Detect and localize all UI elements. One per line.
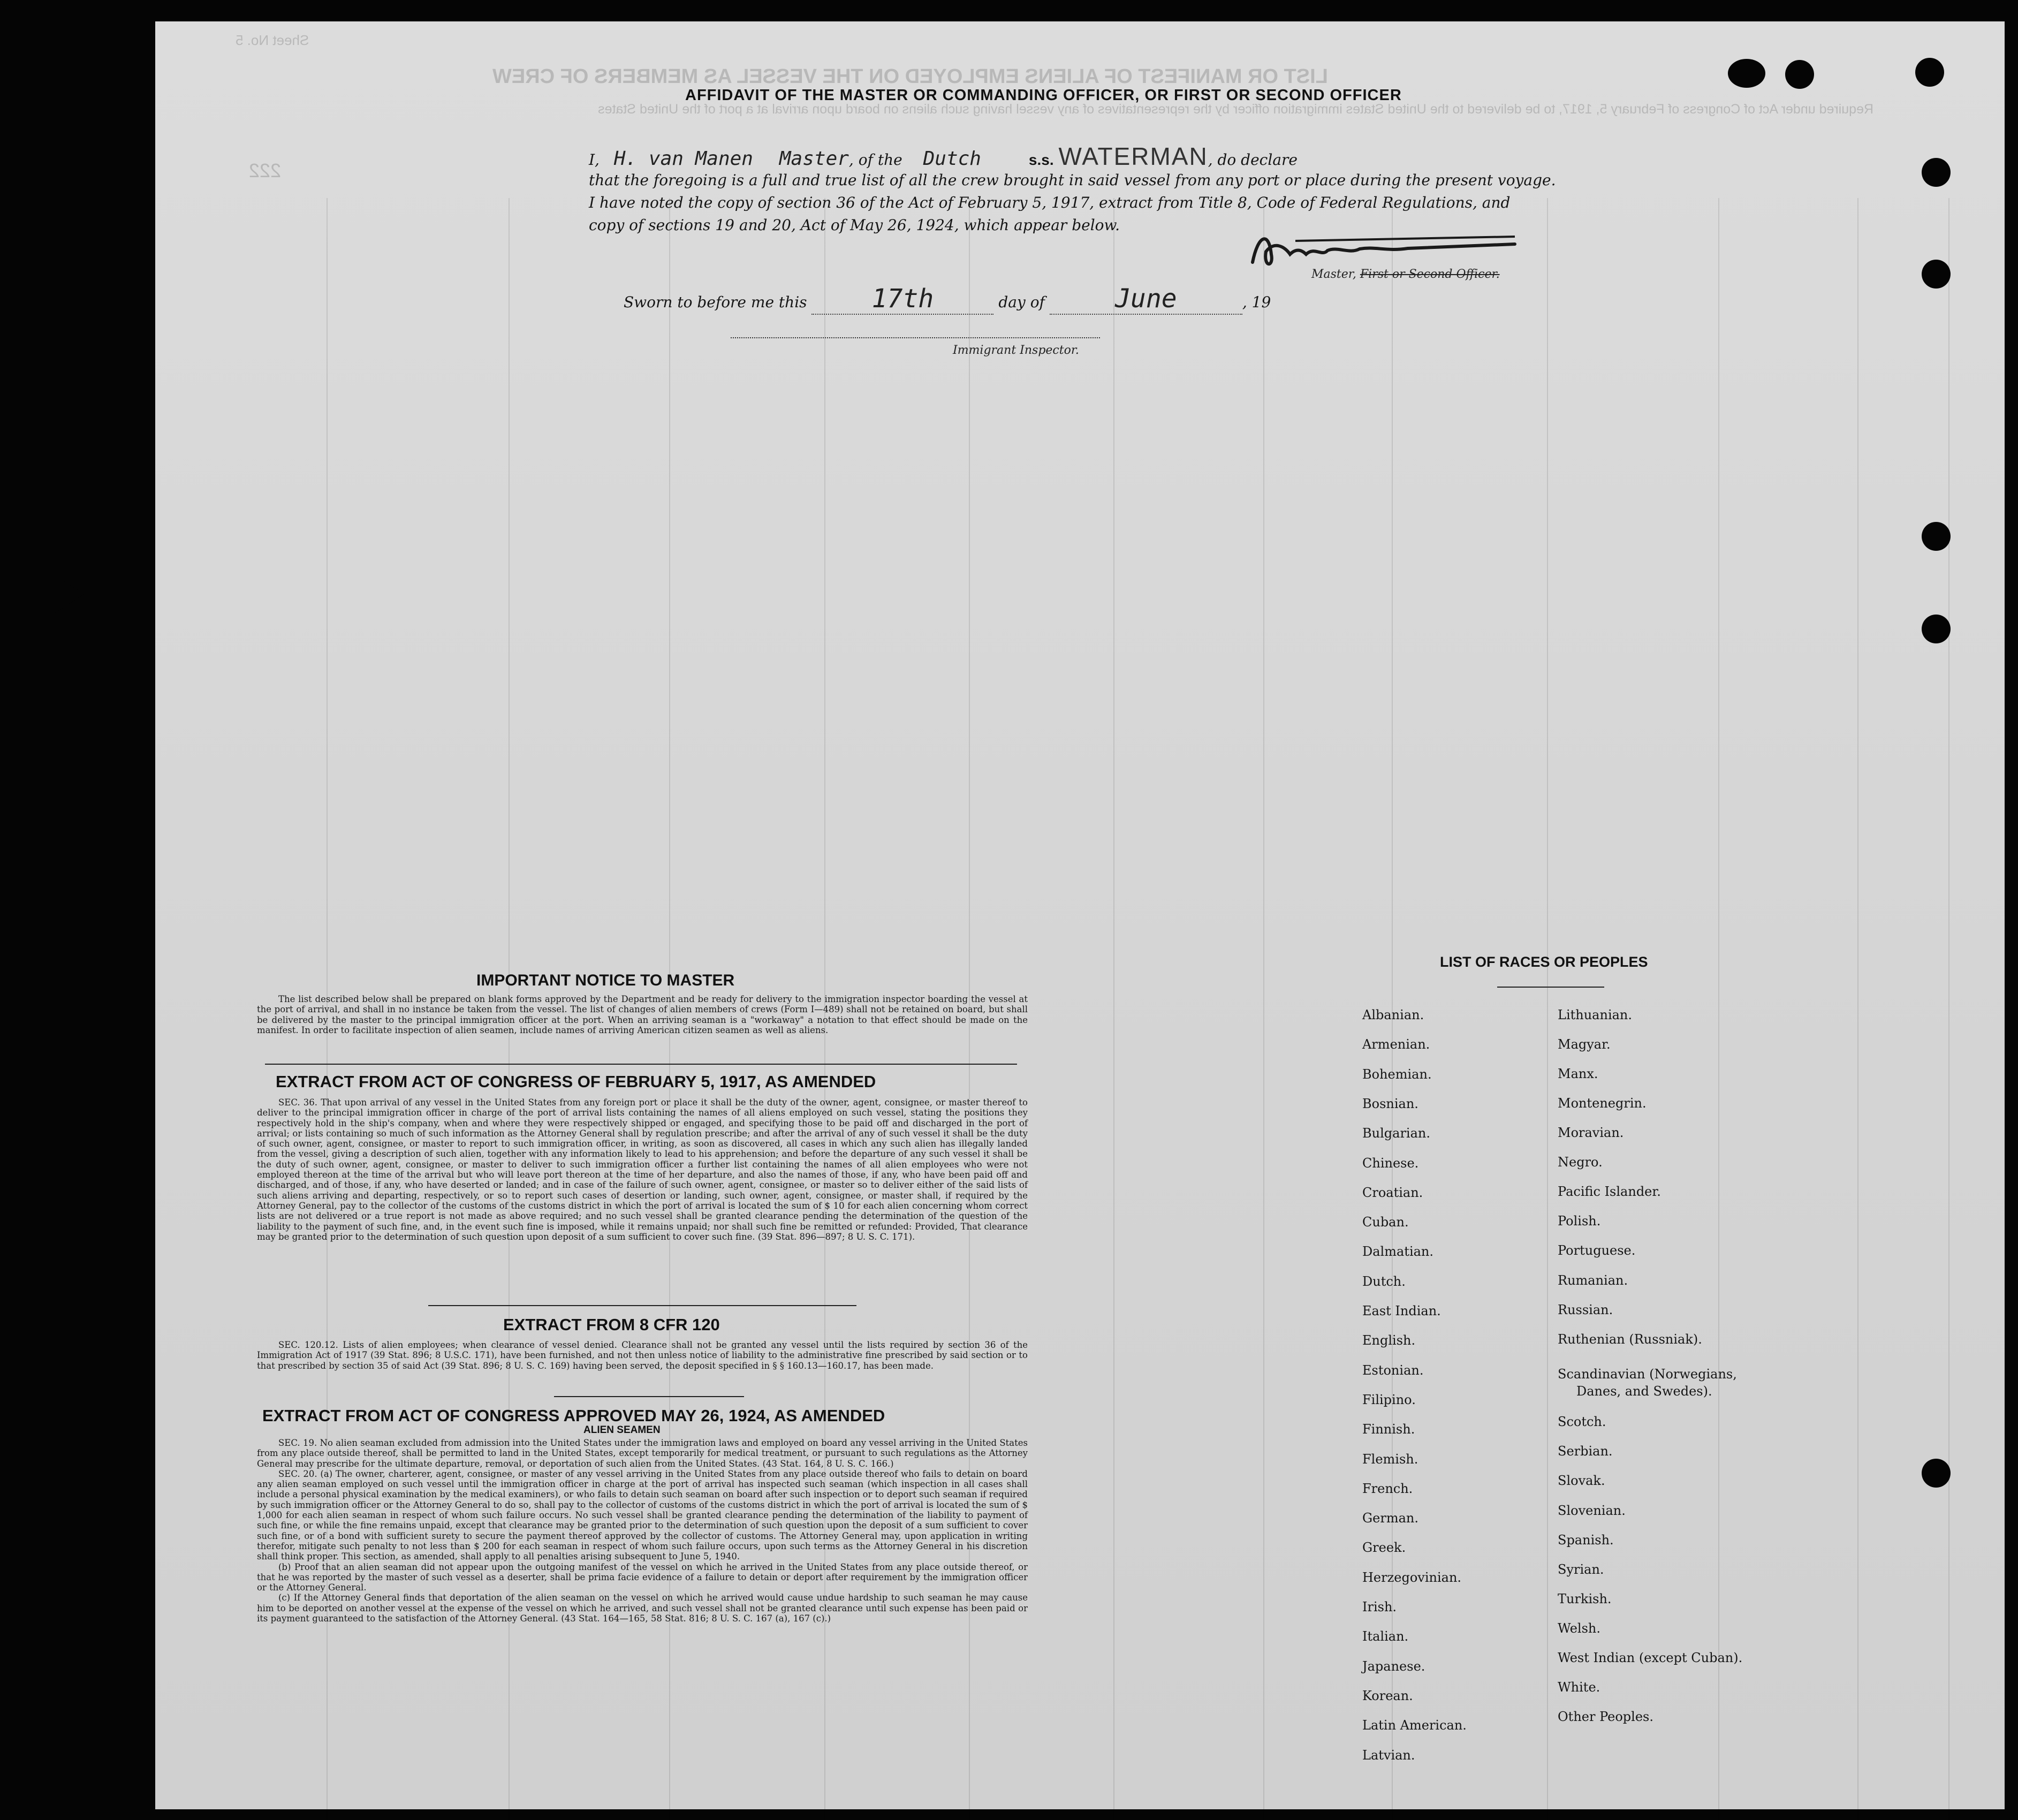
race-item: Danes, and Swedes). (1576, 1384, 1712, 1399)
race-item: Cuban. (1362, 1215, 1409, 1230)
race-item: English. (1362, 1333, 1416, 1348)
race-item: Scotch. (1558, 1414, 1606, 1429)
race-item: Italian. (1362, 1629, 1409, 1644)
vessel-type: s.s. (1028, 151, 1054, 168)
affidavit-line-4: copy of sections 19 and 20, Act of May 26, 1924, which appear below. (589, 216, 1120, 234)
affidavit-line-3: I have noted the copy of section 36 of the Act of February 5, 1917, extract from Title 8, Code of Federal Regulations, and (589, 194, 1511, 211)
inspector-signature-line (731, 337, 1100, 338)
punch-hole (1915, 58, 1944, 87)
sec-20b-paragraph: (b) Proof that an alien seaman did not appear upon the outgoing manifest of the vessel on which he arrived in the United States from any place outside thereof, or that he was reported by the master of such vessel as a deserter, shall be prima facie evidence of a failure to detain or deport after requirement by the immigration officer or the Attorney General. (257, 1561, 1028, 1593)
race-item: Syrian. (1558, 1562, 1604, 1577)
column-line (1718, 198, 1719, 1820)
race-item: Armenian. (1362, 1037, 1430, 1052)
race-item: Albanian. (1362, 1007, 1424, 1022)
race-item: Korean. (1362, 1688, 1413, 1703)
race-item: Dutch. (1362, 1273, 1406, 1289)
column-line (1547, 198, 1548, 1820)
race-item: Spanish. (1558, 1533, 1614, 1548)
master-signature (1247, 225, 1526, 273)
notice-text (257, 994, 1028, 1035)
punch-hole (1785, 60, 1814, 89)
section-rule (428, 1305, 856, 1306)
sworn-month: June (1050, 284, 1242, 315)
race-item: Chinese. (1362, 1155, 1419, 1171)
punch-hole (1922, 158, 1951, 187)
race-item: Welsh. (1558, 1621, 1600, 1636)
race-item: Negro. (1558, 1155, 1603, 1170)
sec-20a-paragraph: SEC. 20. (a) The owner, charterer, agent, consignee, or master of any vessel arriving in the United States from any place outside thereof who fails to detain on board any alien seaman employed on such vessel until the immigration officer in charge at the port of arrival has inspected such seaman (which inspection in all cases shall include a personal physical examination by the medical examiners), or who fails to detain such seaman on board after such inspection or to deport such seaman if required by such immigration officer or the Attorney General to do so, shall pay to the collector of customs of the customs district in which the port of arrival is located the sum of $ 1,000 for each alien seaman in respect of whom such failure occurs. No such vessel shall be granted clearance pending the determination of the liability to payment of such fine, or while the fine remains unpaid, except that clearance may be granted prior to the determination of such question upon the deposit of a sum sufficient to cover such fine, or of a bond with sufficient surety to secure the payment thereof approved by the collector of customs. The Attorney General may, upon application in writing therefor, mitigate such penalty to not less than $ 200 for each seaman in respect of whom such failure occurs, upon such terms as the Attorney General in his discretion shall think proper. This section, as amended, shall apply to all penalties arising subsequent to June 5, 1940. (257, 1468, 1028, 1562)
race-item: Russian. (1558, 1302, 1613, 1317)
punch-hole (1922, 260, 1951, 289)
extract-cfr-title: EXTRACT FROM 8 CFR 120 (503, 1315, 720, 1334)
vessel-flag: Dutch (923, 148, 981, 170)
race-item: Serbian. (1558, 1444, 1613, 1459)
vessel-name: WATERMAN (1058, 142, 1208, 170)
inspector-label: Immigrant Inspector. (953, 344, 1079, 357)
race-item: Slovenian. (1558, 1503, 1626, 1518)
day-of-label: day of (998, 293, 1045, 311)
year-prefix: , 19 (1242, 293, 1271, 311)
punch-hole (1922, 615, 1951, 643)
race-item: Estonian. (1362, 1362, 1424, 1378)
master-rank: Master (779, 148, 849, 170)
bleed-number: 222 (249, 160, 282, 181)
notice-paragraph: The list described below shall be prepared on blank forms approved by the Department and be ready for delivery to the immigration inspector boarding the vessel at the port of arrival, and shall in no instance be taken from the vessel. The list of changes of alien members of crews (Form I—489) shall not be retained on board, but shall be delivered by the master to the principal immigration officer at the port. When an arriving seaman is a "workaway" a notation to that effect should be made on the manifest. In order to facilitate inspection of alien seamen, include names of arriving American citizen seamen as well as aliens. (257, 994, 1028, 1035)
extract-cfr-text (257, 1340, 1028, 1371)
extract-1924-title: EXTRACT FROM ACT OF CONGRESS APPROVED MAY 26, 1924, AS AMENDED (262, 1406, 885, 1425)
alien-seamen-subtitle: ALIEN SEAMEN (583, 1424, 661, 1436)
extract-1924-text (257, 1438, 1028, 1624)
bleed-sheet-no: Sheet No. 5 (236, 32, 309, 48)
page-tab (51, 573, 84, 616)
race-item: Irish. (1362, 1599, 1397, 1614)
race-item: Filipino. (1362, 1392, 1416, 1407)
race-item: Flemish. (1362, 1451, 1418, 1467)
race-item: Magyar. (1558, 1037, 1611, 1052)
sec-20c-paragraph: (c) If the Attorney General finds that deportation of the alien seaman on the vessel on which he arrived would cause undue hardship to such seaman he may cause him to be deported on another vessel at the expense of the vessel on which he arrived, and such vessel shall not be granted clearance until such expense has been paid or its payment guaranteed to the satisfaction of the Attorney General. (43 Stat. 164—165, 58 Stat. 816; 8 U. S. C. 167 (a), 167 (c).) (257, 1592, 1028, 1624)
race-item: Dalmatian. (1362, 1244, 1434, 1260)
bleed-header: LIST OR MANIFEST OF ALIENS EMPLOYED ON THE VESSEL AS MEMBERS OF CREW (492, 65, 1328, 88)
declare-suffix: , do declare (1208, 151, 1298, 169)
affidavit-declaration-line (589, 142, 1298, 171)
punch-hole (1922, 522, 1951, 551)
column-line (1263, 198, 1264, 1820)
sworn-prefix: Sworn to before me this (624, 293, 807, 311)
race-item: Herzegovinian. (1362, 1569, 1462, 1585)
race-item: East Indian. (1362, 1303, 1441, 1318)
master-name: H. van Manen (613, 148, 753, 170)
struck-officer-title: First or Second Officer. (1360, 268, 1500, 281)
race-item: Greek. (1362, 1540, 1406, 1556)
extract-1917-text (257, 1097, 1028, 1242)
race-item: Bulgarian. (1362, 1126, 1430, 1141)
affidavit-line-2: that the foregoing is a full and true list of all the crew brought in said vessel from any port or place during the present voyage. (589, 171, 1556, 189)
race-item: Scandinavian (Norwegians, (1558, 1367, 1737, 1382)
race-item: Slovak. (1558, 1473, 1605, 1488)
race-item: Lithuanian. (1558, 1007, 1633, 1022)
race-item: German. (1362, 1511, 1418, 1526)
race-item: Croatian. (1362, 1185, 1423, 1200)
races-title: LIST OF RACES OR PEOPLES (1440, 954, 1648, 970)
section-rule (554, 1396, 744, 1397)
column-line (1948, 198, 1949, 1820)
master-title: Master, (1311, 268, 1356, 281)
notice-title: IMPORTANT NOTICE TO MASTER (476, 972, 735, 989)
race-item: West Indian (except Cuban). (1558, 1650, 1743, 1665)
punch-hole (1728, 59, 1765, 88)
races-rule (1497, 987, 1604, 988)
race-item: Other Peoples. (1558, 1709, 1653, 1724)
extract-cfr-paragraph: SEC. 120.12. Lists of alien employees; when clearance of vessel denied. Clearance shall not be granted any vessel until the lists required by section 36 of the Immigration Act of 1917 (39 Stat. 896; 8 U.S.C. 171), have been furnished, and not then unless notice of liability to the administrative fine prescribed by said section or to that prescribed by section 35 of said Act (39 Stat. 896; 8 U. S. C. 169) having been served, the deposit specified in § § 160.13—160.17, has been made. (257, 1340, 1028, 1371)
race-item: Bohemian. (1362, 1066, 1432, 1082)
race-item: Finnish. (1362, 1422, 1415, 1437)
bleed-subheader: Required under Act of Congress of February 5, 1917, to be delivered to the United States immigration officer by the representatives of any vessel having such aliens on board upon arrival at a port of the United States (598, 102, 1873, 117)
race-item: Latin American. (1362, 1718, 1467, 1733)
extract-1917-title: EXTRACT FROM ACT OF CONGRESS OF FEBRUARY 5, 1917, AS AMENDED (276, 1072, 876, 1091)
race-item: Bosnian. (1362, 1096, 1418, 1111)
race-item: Turkish. (1558, 1591, 1612, 1606)
declarant-prefix: I, (589, 151, 600, 169)
punch-hole (1922, 1459, 1951, 1488)
race-item: French. (1362, 1481, 1413, 1496)
sworn-day: 17th (811, 284, 993, 315)
race-item: Pacific Islander. (1558, 1184, 1661, 1199)
race-item: Ruthenian (Russniak). (1558, 1332, 1702, 1347)
column-line (1857, 198, 1858, 1820)
race-item: Portuguese. (1558, 1243, 1636, 1258)
section-rule (265, 1064, 1017, 1065)
affidavit-title: AFFIDAVIT OF THE MASTER OR COMMANDING OFFICER, OR FIRST OR SECOND OFFICER (685, 87, 1402, 104)
of-the-label: , of the (848, 151, 902, 169)
sec-19-paragraph: SEC. 19. No alien seaman excluded from admission into the United States under the immigration laws and employed on board any vessel arriving in the United States from any place outside thereof, shall be permitted to land in the United States, except temporarily for medical treatment, or pursuant to such regulations as the Attorney General may prescribe for the ultimate departure, removal, or deportation of such alien from the United States. (43 Stat. 164, 8 U. S. C. 166.) (257, 1438, 1028, 1469)
sworn-line (624, 284, 1271, 315)
race-item: Manx. (1558, 1066, 1598, 1081)
race-item: Polish. (1558, 1214, 1601, 1228)
race-item: Moravian. (1558, 1125, 1624, 1140)
race-item: White. (1558, 1680, 1600, 1695)
master-label (1311, 268, 1500, 281)
race-item: Montenegrin. (1558, 1096, 1647, 1111)
race-item: Latvian. (1362, 1747, 1415, 1763)
column-line (1113, 198, 1114, 1820)
race-item: Rumanian. (1558, 1273, 1628, 1288)
extract-1917-paragraph: SEC. 36. That upon arrival of any vessel in the United States from any foreign port or place it shall be the duty of the owner, agent, consignee, or master thereof to deliver to the principal immigration officer in charge of the port of arrival lists containing the names of all aliens employed on such vessel, stating the positions they respectively hold in the ship's company, when and where they were respectively shipped or engaged, and specifying those to be paid off and discharged in the port of arrival; or lists containing so much of such information as the Attorney General shall by regulation prescribe; and after the arrival of any of such vessel it shall be the duty of such owner, agent, consignee, or master to report to such immigration officer, in writing, as soon as discovered, all cases in which any such alien has illegally landed from the vessel, giving a description of such alien, together with any information likely to lead to his apprehension; and before the departure of any such vessel it shall be the duty of such owner, agent, consignee, or master to deliver to such immigration officer a further list containing the names of all alien employees who were not employed thereon at the time of the arrival but who will leave port thereon at the time of her departure, and also the names of those, if any, who have been paid off and discharged, and of those, if any, who have deserted or landed; and in case of the failure of such owner, agent, consignee, or master so to deliver either of the said lists of such aliens arriving and departing, respectively, or so to report such cases of desertion or landing, such owner, agent, consignee, or master shall, if required by the Attorney General, pay to the collector of the customs of the customs district in which the port of arrival is located the sum of $ 10 for each alien concerning whom correct lists are not delivered or a true report is not made as above required; and no such vessel shall be granted clearance pending the determination of the question of the liability to the payment of such fine, and, in the event such fine is imposed, while it remains unpaid; nor shall such fine be remitted or refunded: Provided, That clearance may be granted prior to the determination of such question upon deposit of a sum sufficient to cover such fine. (39 Stat. 896—897; 8 U. S. C. 171). (257, 1097, 1028, 1242)
race-item: Japanese. (1362, 1658, 1425, 1674)
